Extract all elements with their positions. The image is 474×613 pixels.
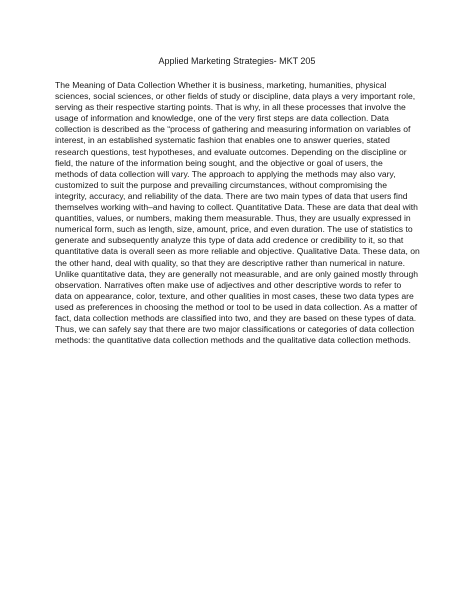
- body-line: research questions, test hypotheses, and evaluate outcomes. Depending on the discipline or: [55, 146, 407, 157]
- body-line: the other hand, deal with quality, so that they are descriptive rather than numerical in nature.: [55, 257, 405, 268]
- document-body: [55, 80, 420, 346]
- body-line: Unlike quantitative data, they are generally not measurable, and are only gained mostly through: [55, 268, 419, 279]
- body-line: generate and subsequently analyze this type of data add credence or credibility to it, so that: [55, 235, 404, 246]
- body-line: themselves working with–and having to collect. Quantitative Data. These are data that deal with: [55, 202, 418, 213]
- body-line: methods of data collection will vary. The approach to applying the methods may also vary,: [55, 168, 396, 179]
- body-line: The Meaning of Data Collection Whether it is business, marketing, humanities, physical: [55, 80, 387, 90]
- body-line: usage of information and knowledge, one of the very first steps are data collection. Data: [55, 113, 389, 124]
- body-line: integrity, accuracy, and reliability of the data. There are two main types of data that users find: [55, 190, 408, 201]
- body-line: collection is described as the “process of gathering and measuring information on variables of: [55, 124, 411, 135]
- body-line: quantitative data is overall seen as more reliable and objective. Qualitative Data. These data, on: [55, 246, 420, 257]
- document-title: Applied Marketing Strategies- MKT 205: [158, 56, 316, 66]
- body-line: sciences, social sciences, or other fields of study or discipline, data plays a very important role,: [55, 91, 416, 102]
- body-line: quantities, values, or numbers, making them measurable. Thus, they are usually expressed in: [55, 213, 411, 224]
- body-line: data on appearance, color, texture, and other qualities in most cases, these two data types are: [55, 290, 414, 301]
- body-line: observation. Narratives often make use of adjectives and other descriptive words to refer to: [55, 279, 402, 290]
- body-line: interest, in an established systematic fashion that enables one to answer queries, stated: [55, 135, 390, 146]
- body-line: customized to suit the purpose and prevailing circumstances, without compromising the: [55, 179, 387, 190]
- body-line: used as preferences in choosing the method or tool to be used in data collection. As a matter of: [55, 301, 418, 312]
- body-line: field, the nature of the information being sought, and the objective or goal of users, the: [55, 157, 383, 168]
- body-line: numerical form, such as length, size, amount, price, and even duration. The use of statistics to: [55, 224, 413, 235]
- body-line: fact, data collection methods are classified into two, and they are based on these types of data.: [55, 312, 417, 323]
- body-line: serving as their respective starting points. That is why, in all these processes that involve the: [55, 102, 406, 113]
- body-line: Thus, we can safely say that there are two major classifications or categories of data collection: [55, 324, 415, 335]
- body-line: methods: the quantitative data collection methods and the qualitative data collection methods.: [55, 335, 411, 346]
